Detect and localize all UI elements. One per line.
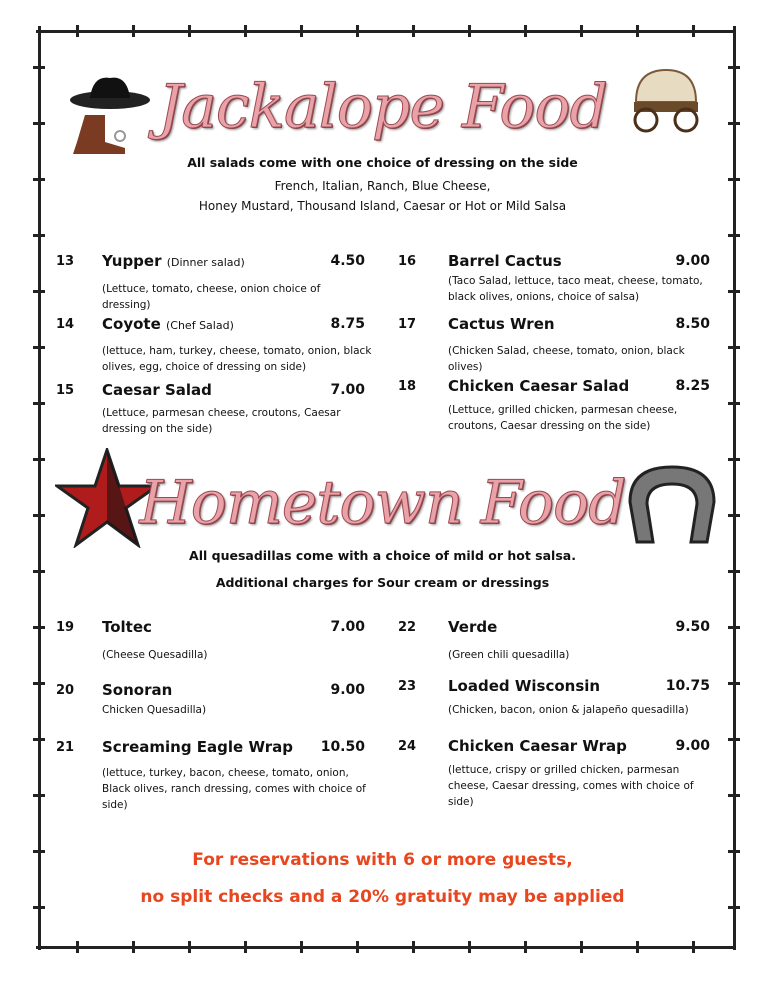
item-description: (lettuce, crispy or grilled chicken, parmesan cheese, Caesar dressing, comes with choice of side) (448, 764, 694, 808)
item-subtitle: (Dinner salad) (166, 256, 245, 269)
item-number: 18 (398, 379, 417, 394)
item-name (102, 315, 234, 333)
item-description: (Lettuce, tomato, cheese, onion choice of dressing) (102, 283, 321, 311)
dressing-options-line1: French, Italian, Ranch, Blue Cheese, (274, 179, 491, 193)
item-name-text: Toltec (102, 618, 152, 636)
item-name-text: Coyote (102, 315, 161, 333)
item-name (448, 377, 629, 395)
item-number: 14 (56, 317, 75, 332)
item-name (102, 618, 152, 636)
item-description: (Lettuce, grilled chicken, parmesan cheese, croutons, Caesar dressing on the side) (448, 404, 678, 432)
item-price: 10.50 (320, 739, 365, 755)
item-description: (lettuce, turkey, bacon, cheese, tomato, onion, Black olives, ranch dressing, comes with choice of side) (102, 767, 366, 811)
item-name-text: Caesar Salad (102, 381, 212, 399)
item-number: 13 (56, 254, 75, 269)
item-name-text: Screaming Eagle Wrap (102, 738, 293, 756)
item-name-text: Chicken Caesar Salad (448, 377, 630, 395)
item-price: 7.00 (330, 619, 365, 635)
item-name (102, 252, 245, 270)
item-name (448, 737, 627, 755)
item-number: 20 (56, 683, 75, 698)
item-description: Chicken Quesadilla) (102, 704, 207, 716)
item-price: 4.50 (330, 253, 365, 269)
item-name (448, 618, 497, 636)
item-description: (Lettuce, parmesan cheese, croutons, Caesar dressing on the side) (102, 407, 341, 435)
item-number: 15 (56, 383, 75, 398)
item-price: 9.00 (675, 738, 710, 754)
item-description: (Taco Salad, lettuce, taco meat, cheese, tomato, black olives, onions, choice of salsa) (448, 275, 703, 303)
reservation-policy-line1: For reservations with 6 or more guests, (192, 850, 573, 870)
item-subtitle: (Chef Salad) (165, 319, 234, 332)
section-title-jackalope-food: Jackalope Food (158, 72, 607, 142)
item-number: 24 (398, 739, 417, 754)
item-name (448, 252, 562, 270)
item-name-text: Cactus Wren (448, 315, 555, 333)
item-name-text: Chicken Caesar Wrap (448, 737, 627, 755)
quesadilla-salsa-note: All quesadillas come with a choice of mild or hot salsa. (189, 548, 576, 563)
item-description: (Green chili quesadilla) (448, 649, 570, 661)
item-price: 8.50 (675, 316, 710, 332)
item-number: 16 (398, 254, 417, 269)
dressing-options-line2: Honey Mustard, Thousand Island, Caesar or Hot or Mild Salsa (198, 199, 567, 213)
item-description: (Cheese Quesadilla) (102, 649, 208, 661)
item-price: 7.00 (330, 382, 365, 398)
item-price: 8.25 (675, 378, 710, 394)
additional-charges-note: Additional charges for Sour cream or dressings (215, 575, 550, 590)
reservation-policy-line2: no split checks and a 20% gratuity may be applied (140, 887, 625, 907)
section-title-hometown-food: Hometown Food (139, 468, 626, 538)
item-description: (Chicken, bacon, onion & jalapeño quesadilla) (448, 704, 689, 716)
item-description: (Chicken Salad, cheese, tomato, onion, black olives) (448, 345, 685, 373)
item-number: 23 (398, 679, 417, 694)
item-number: 19 (56, 620, 75, 635)
item-name (102, 381, 212, 399)
item-name-text: Verde (448, 618, 498, 636)
item-price: 10.75 (665, 678, 710, 694)
salad-dressing-note: All salads come with one choice of dressing on the side (187, 155, 578, 170)
item-price: 8.75 (330, 316, 365, 332)
item-name-text: Sonoran (102, 681, 173, 699)
item-price: 9.00 (675, 253, 710, 269)
item-price: 9.50 (675, 619, 710, 635)
item-name (102, 681, 172, 699)
item-price: 9.00 (330, 682, 365, 698)
item-name (102, 738, 293, 756)
item-name (448, 677, 600, 695)
item-name-text: Barrel Cactus (448, 252, 562, 270)
item-name-text: Loaded Wisconsin (448, 677, 601, 695)
item-description: (lettuce, ham, turkey, cheese, tomato, onion, black olives, egg, choice of dressing on side) (102, 345, 372, 373)
item-name-text: Yupper (102, 252, 162, 270)
item-name (448, 315, 555, 333)
item-number: 17 (398, 317, 417, 332)
item-number: 21 (56, 740, 75, 755)
item-number: 22 (398, 620, 417, 635)
